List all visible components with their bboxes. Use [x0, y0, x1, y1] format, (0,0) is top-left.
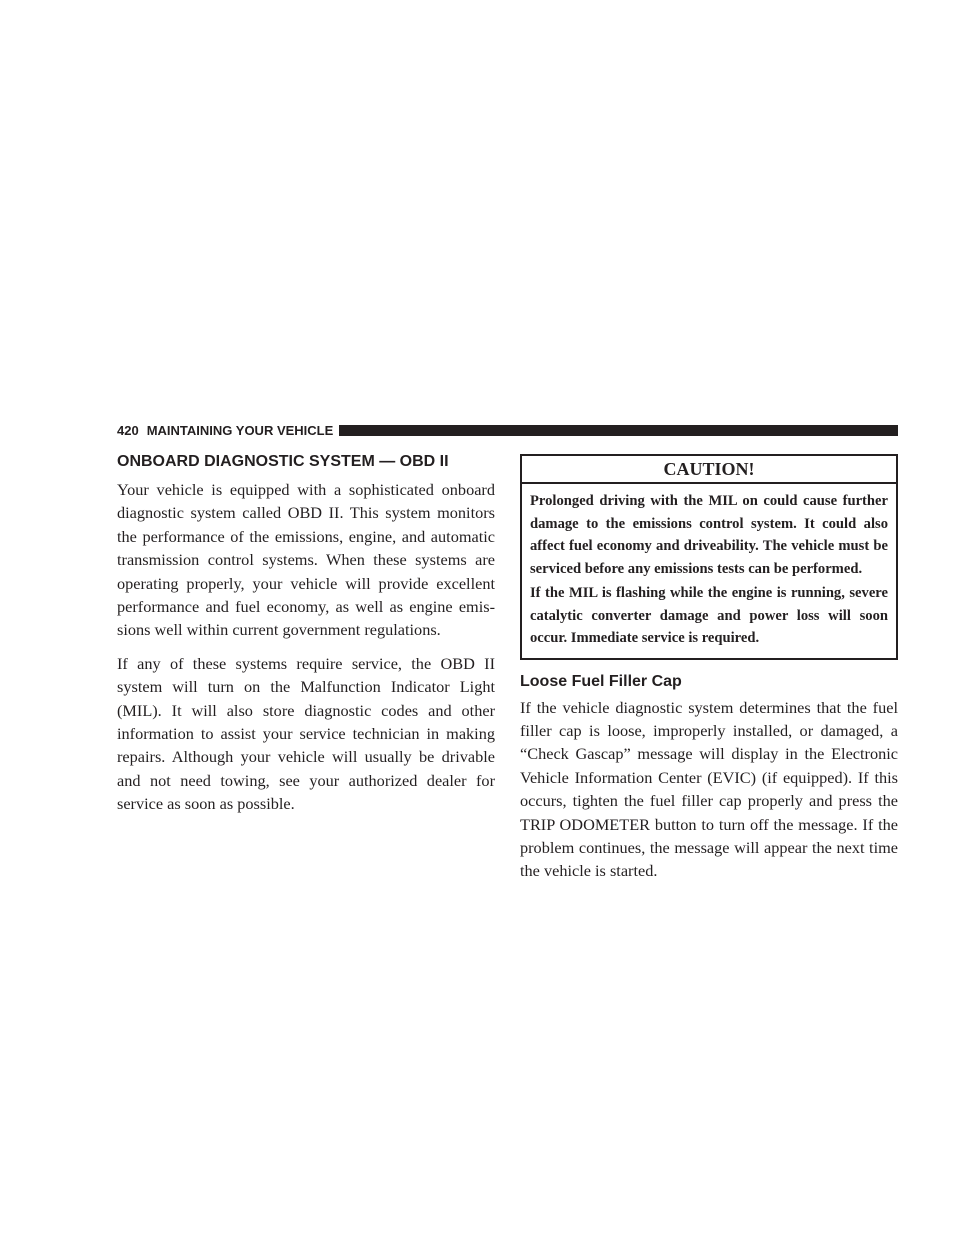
right-column — [520, 454, 898, 893]
section-title: MAINTAINING YOUR VEHICLE — [146, 422, 334, 438]
header-rule — [339, 425, 898, 436]
caution-paragraph-1: Prolonged driving with the MIL on could cause further damage to the emissions control system. It could also affect fuel economy and driveability. The vehicle must be serviced before any emissions tests can be performed. — [530, 493, 888, 577]
loose-cap-heading: Loose Fuel Filler Cap — [520, 672, 682, 690]
loose-cap-paragraph: If the vehicle diagnostic system determines that the fuel filler cap is loose, improperly installed, or damaged, a “Check Gascap” message will display in the Electronic Vehicle Information Center (EVIC) (if equipped). If this occurs, tighten the fuel filler cap properly and press the TRIP ODOMETER button to turn off the message. If the problem continues, the message will appear the next time the vehicle is started. — [520, 697, 898, 881]
page-number: 420 — [117, 422, 139, 438]
caution-box — [520, 454, 898, 660]
caution-body — [522, 484, 896, 658]
obd-heading: ONBOARD DIAGNOSTIC SYSTEM — OBD II — [117, 453, 449, 470]
caution-title: CAUTION! — [522, 456, 896, 484]
running-header — [117, 420, 898, 440]
obd-paragraph-2: If any of these systems require service, the OBD II system will turn on the Malfunction Indicator Light (MIL). It will also store diagnostic codes and other information to assist your service technician in making repairs. Although your vehicle will usually be drivable and not need towing, see your authorized dealer for service as soon as possible. — [117, 653, 495, 814]
left-column — [117, 452, 495, 826]
caution-paragraph-2: If the MIL is flashing while the engine is running, severe catalytic converter damage and power loss will soon occur. Immediate service is required. — [530, 585, 888, 646]
obd-paragraph-1: Your vehicle is equipped with a sophisticated onboard diagnostic system called OBD II. This system monitors the performance of the emissions, engine, and automatic transmission control systems. When these systems are operating properly, your vehicle will provide excellent performance and fuel economy, as well as engine emissions well within current government regulations. — [117, 480, 495, 640]
